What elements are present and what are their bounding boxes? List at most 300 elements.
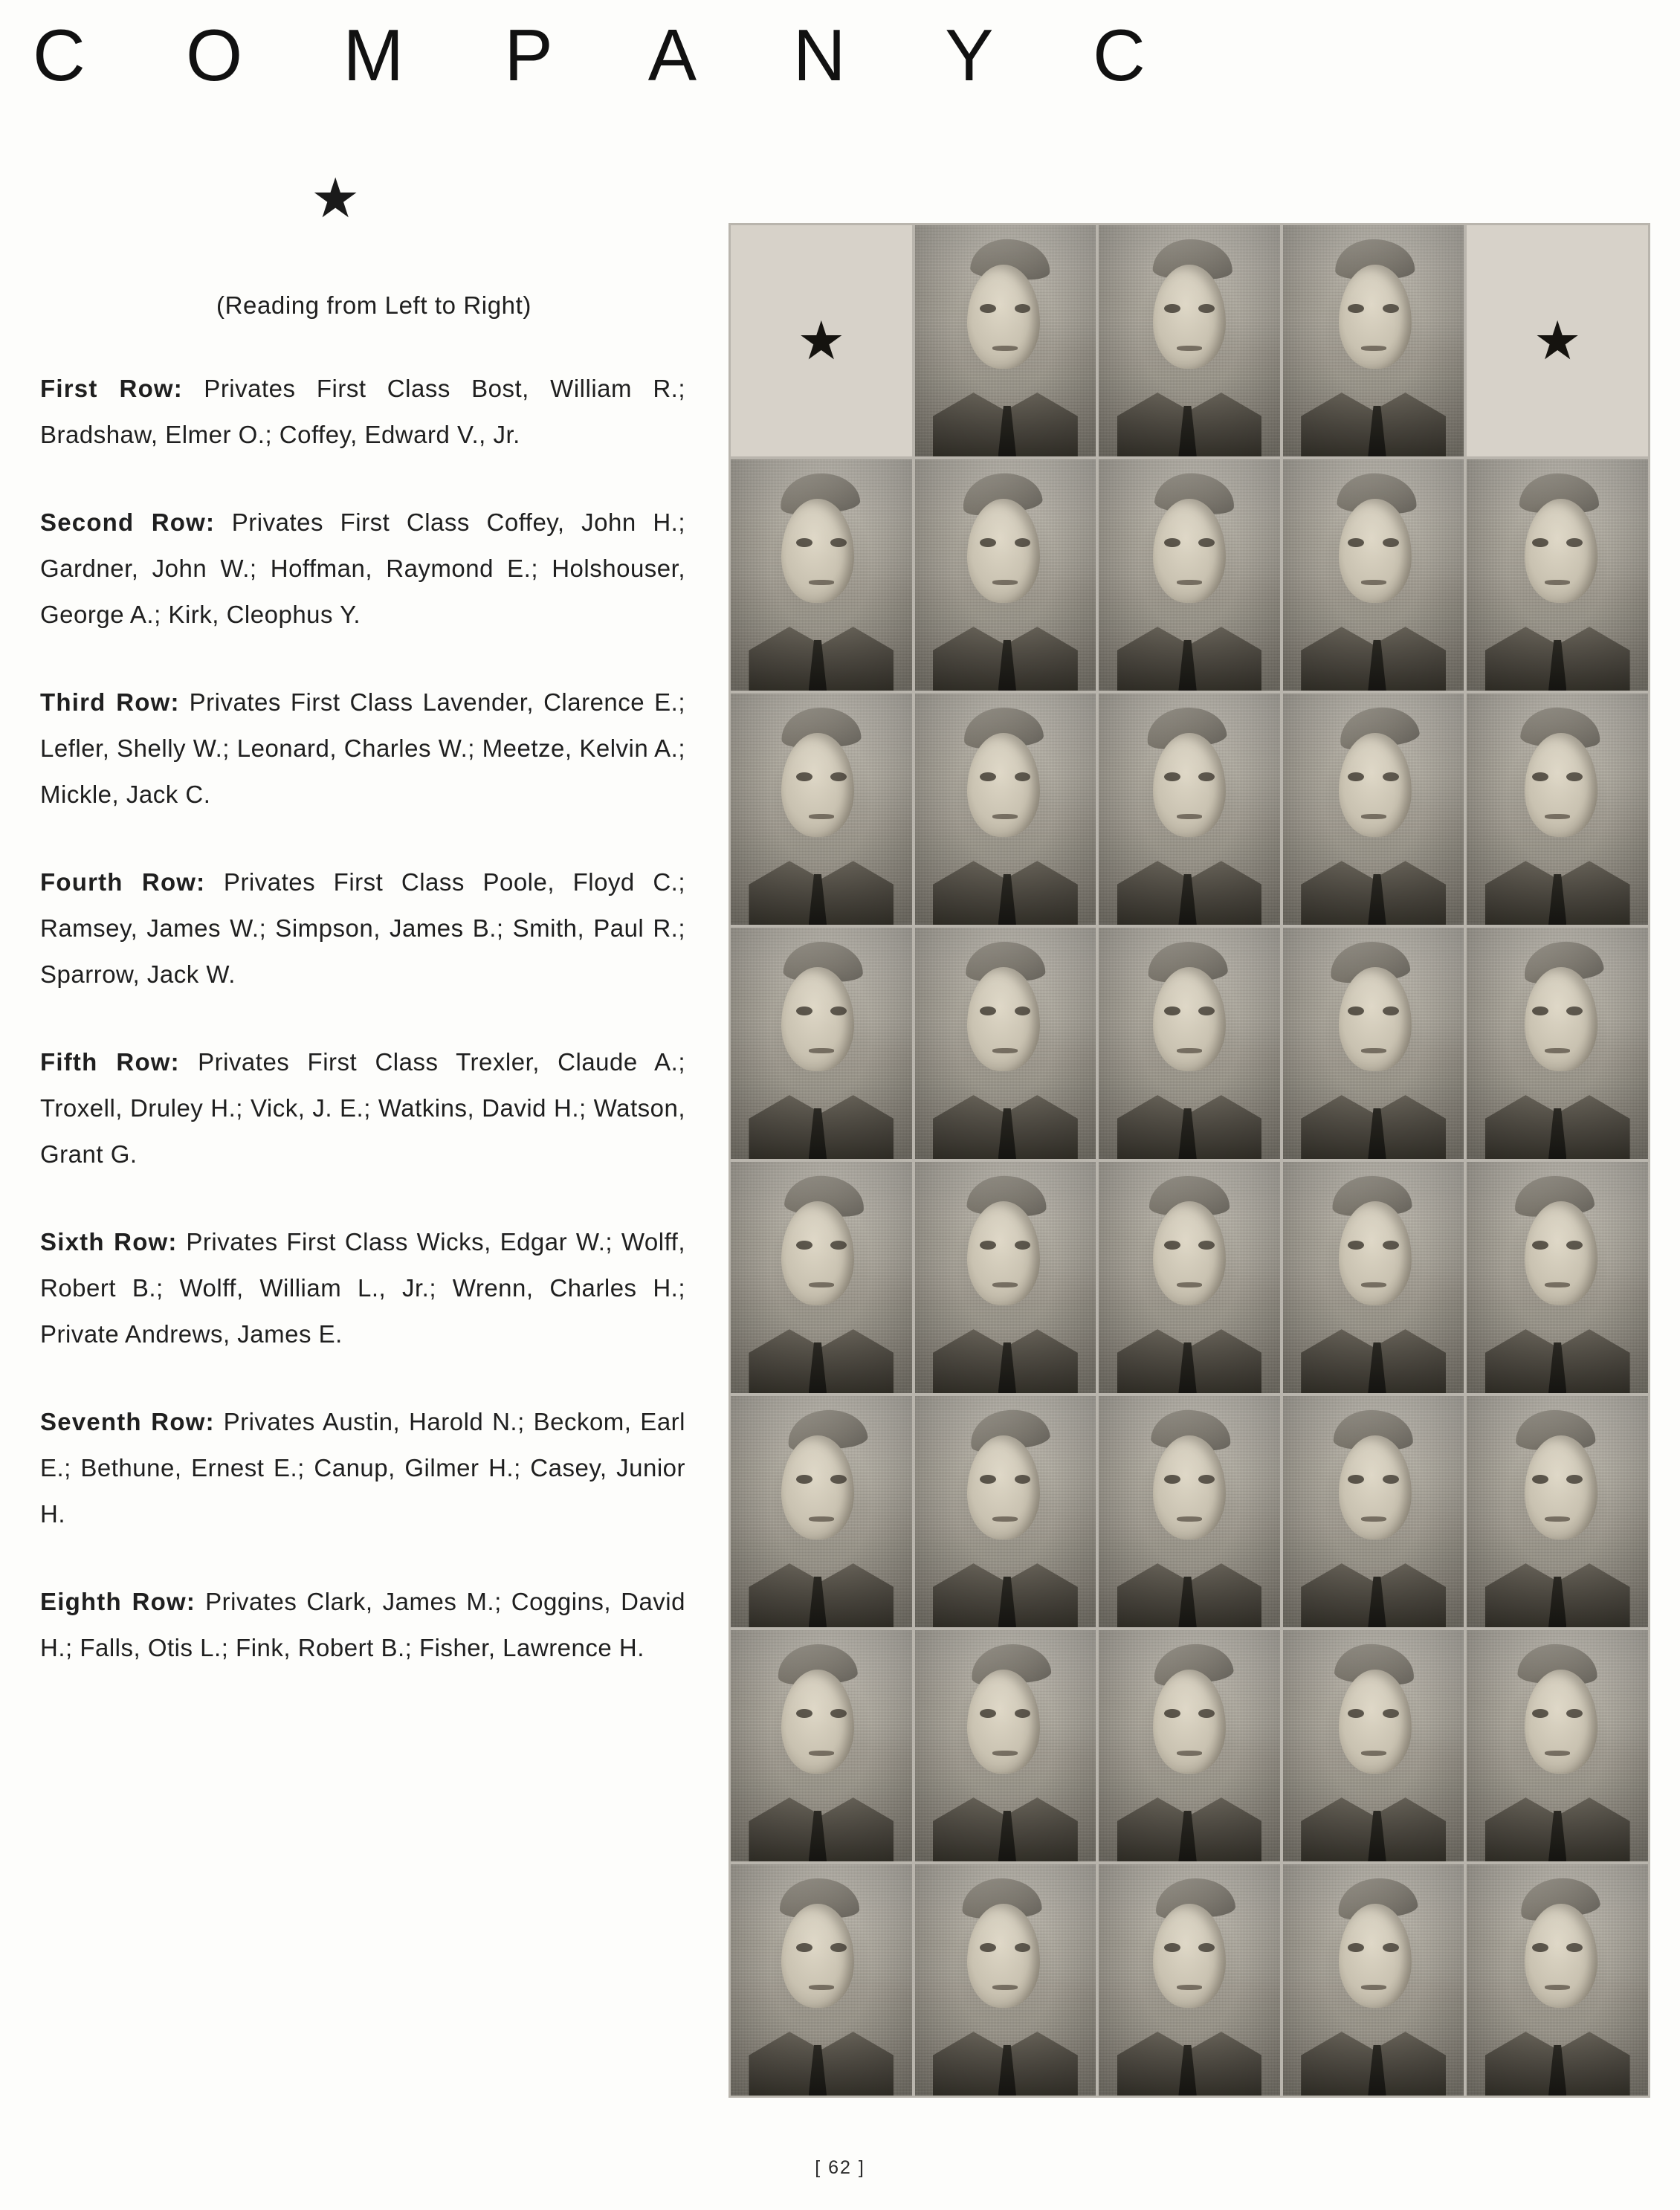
uniform-collar — [1117, 856, 1262, 925]
portrait-cell — [1283, 1396, 1464, 1627]
portrait-photo — [915, 225, 1096, 456]
eye-right — [1566, 1475, 1583, 1484]
portrait-photo — [1099, 928, 1280, 1159]
eye-left — [1532, 538, 1548, 547]
portrait-cell — [731, 1630, 912, 1861]
uniform-collar — [1117, 1324, 1262, 1393]
eye-right — [1566, 1241, 1583, 1250]
garrison-cap — [783, 941, 863, 982]
eye-right — [1566, 1709, 1583, 1718]
face — [1153, 265, 1225, 369]
roster-entry — [36, 859, 690, 998]
garrison-cap — [961, 1877, 1042, 1919]
face — [967, 1201, 1039, 1305]
portrait-photo — [731, 1162, 912, 1393]
face — [781, 499, 853, 603]
eye-right — [1383, 1241, 1399, 1250]
portrait-cell — [1283, 928, 1464, 1159]
face — [1339, 733, 1411, 837]
eye-left — [1532, 1709, 1548, 1718]
eye-right — [1015, 772, 1031, 781]
uniform-collar — [1485, 856, 1630, 925]
mouth — [809, 580, 834, 585]
roster-row-label: First Row: — [40, 375, 183, 402]
eye-right — [1015, 304, 1031, 313]
necktie — [1368, 406, 1386, 456]
uniform-collar — [1117, 2026, 1262, 2096]
garrison-cap — [778, 470, 861, 516]
portrait-cell — [1467, 1630, 1648, 1861]
roster-names: Privates Clark, James M.; Coggins, David H.; Falls, Otis L.; Fink, Robert B.; Fisher, Lawrence H. — [40, 1588, 685, 1661]
portrait-cell — [1283, 1630, 1464, 1861]
necktie — [1548, 1811, 1566, 1861]
portrait-photo — [1467, 1864, 1648, 2096]
eye-left — [1164, 1007, 1180, 1015]
face — [1339, 1435, 1411, 1539]
eye-right — [1566, 772, 1583, 781]
eye-right — [1383, 1475, 1399, 1484]
face — [1153, 1435, 1225, 1539]
eye-left — [980, 1709, 996, 1718]
garrison-cap — [1519, 474, 1599, 513]
eye-right — [1198, 1475, 1215, 1484]
garrison-cap — [1144, 703, 1227, 751]
face — [1339, 1904, 1411, 2008]
portrait-cell — [731, 694, 912, 925]
garrison-cap — [780, 1878, 859, 1918]
necktie — [1548, 1108, 1566, 1159]
necktie — [809, 1577, 827, 1627]
portrait-cell — [1283, 459, 1464, 691]
eye-left — [1164, 1709, 1180, 1718]
mouth — [1545, 1751, 1570, 1756]
uniform-collar — [749, 1558, 894, 1627]
necktie — [1368, 1343, 1386, 1393]
eye-left — [980, 1943, 996, 1952]
necktie — [1178, 406, 1196, 456]
mouth — [1361, 814, 1386, 819]
garrison-cap — [963, 705, 1045, 749]
face — [1153, 1904, 1225, 2008]
page-number: [ 62 ] — [815, 2157, 865, 2178]
face — [1339, 265, 1411, 369]
garrison-cap — [1335, 1874, 1418, 1922]
mouth — [1361, 1282, 1386, 1287]
necktie — [998, 2045, 1016, 2096]
eye-left — [1348, 1241, 1364, 1250]
face — [1153, 733, 1225, 837]
eye-left — [1348, 304, 1364, 313]
garrison-cap — [1154, 471, 1236, 515]
garrison-cap — [784, 1173, 866, 1218]
mouth — [992, 1282, 1018, 1287]
eye-right — [1015, 1241, 1031, 1250]
portrait-photo — [1099, 1396, 1280, 1627]
mouth — [992, 1985, 1018, 1990]
uniform-collar — [933, 387, 1078, 456]
garrison-cap — [1149, 1176, 1229, 1215]
portrait-cell — [1099, 1396, 1280, 1627]
uniform-collar — [933, 1324, 1078, 1393]
roster-entry — [36, 500, 690, 638]
garrison-cap — [1521, 937, 1605, 986]
portrait-cell — [1099, 1630, 1280, 1861]
roster-row-label: Fourth Row: — [40, 868, 206, 896]
portrait-photo — [915, 1162, 1096, 1393]
portrait-grid — [728, 223, 1650, 2098]
garrison-cap — [967, 1404, 1051, 1454]
portrait-photo — [1467, 928, 1648, 1159]
eye-right — [1198, 1007, 1215, 1015]
star-icon: ★ — [311, 167, 361, 229]
portrait-cell — [915, 1396, 1096, 1627]
face — [967, 1670, 1039, 1774]
portrait-cell — [1099, 694, 1280, 925]
face — [967, 967, 1039, 1071]
necktie — [1368, 1108, 1386, 1159]
uniform-collar — [749, 1090, 894, 1159]
uniform-collar — [1485, 621, 1630, 691]
necktie — [809, 1811, 827, 1861]
face — [967, 1435, 1039, 1539]
garrison-cap — [1513, 1173, 1595, 1218]
uniform-collar — [749, 2026, 894, 2096]
portrait-cell — [731, 1162, 912, 1393]
portrait-photo — [731, 694, 912, 925]
necktie — [1178, 640, 1196, 691]
necktie — [809, 874, 827, 925]
portrait-cell — [731, 1396, 912, 1627]
eye-left — [1532, 772, 1548, 781]
portrait-photo — [1099, 1630, 1280, 1861]
necktie — [1178, 874, 1196, 925]
mouth — [1361, 580, 1386, 585]
garrison-cap — [1520, 705, 1602, 749]
necktie — [809, 1108, 827, 1159]
portrait-photo — [731, 1630, 912, 1861]
eye-right — [1566, 1943, 1583, 1952]
uniform-collar — [749, 1324, 894, 1393]
portrait-cell — [731, 1864, 912, 2096]
eye-right — [1383, 1709, 1399, 1718]
portrait-photo — [1099, 694, 1280, 925]
uniform-collar — [933, 621, 1078, 691]
portrait-photo — [731, 1396, 912, 1627]
uniform-collar — [1485, 2026, 1630, 2096]
face — [967, 499, 1039, 603]
portrait-photo — [1283, 1864, 1464, 2096]
roster-row-label: Sixth Row: — [40, 1228, 178, 1256]
mouth — [992, 1516, 1018, 1522]
uniform-collar — [1117, 1558, 1262, 1627]
portrait-photo — [915, 928, 1096, 1159]
eye-right — [830, 1943, 847, 1952]
necktie — [998, 1811, 1016, 1861]
portrait-cell — [915, 225, 1096, 456]
necktie — [1548, 1343, 1566, 1393]
face — [1525, 733, 1597, 837]
portrait-cell — [1467, 459, 1648, 691]
portrait-photo — [1283, 928, 1464, 1159]
eye-right — [1383, 304, 1399, 313]
mouth — [1177, 1985, 1202, 1990]
mouth — [1177, 346, 1202, 351]
eye-left — [1164, 1241, 1180, 1250]
garrison-cap — [969, 1641, 1052, 1687]
uniform-collar — [749, 621, 894, 691]
eye-left — [1348, 1475, 1364, 1484]
necktie — [1178, 1108, 1196, 1159]
uniform-collar — [749, 1792, 894, 1861]
mouth — [992, 814, 1018, 819]
mouth — [992, 1751, 1018, 1756]
portrait-cell — [1467, 694, 1648, 925]
roster-row-label: Second Row: — [40, 508, 216, 536]
mouth — [1545, 814, 1570, 819]
face — [1525, 967, 1597, 1071]
eye-right — [830, 772, 847, 781]
garrison-cap — [785, 1406, 868, 1453]
eye-left — [796, 772, 812, 781]
portrait-cell — [1467, 1162, 1648, 1393]
portrait-photo — [1467, 1630, 1648, 1861]
mouth — [809, 1282, 834, 1287]
necktie — [1548, 1577, 1566, 1627]
garrison-cap — [970, 237, 1052, 280]
portrait-photo — [1467, 1162, 1648, 1393]
garrison-cap — [1328, 938, 1411, 984]
mouth — [1545, 1282, 1570, 1287]
eye-right — [830, 1709, 847, 1718]
face — [781, 1435, 853, 1539]
garrison-cap — [1516, 1409, 1596, 1450]
roster-names: Privates First Class Wicks, Edgar W.; Wolff, Robert B.; Wolff, William L., Jr.; Wrenn, Charles H.; Private Andrews, James E. — [40, 1228, 686, 1348]
necktie — [998, 640, 1016, 691]
uniform-collar — [749, 856, 894, 925]
eye-right — [1198, 1709, 1215, 1718]
uniform-collar — [933, 1792, 1078, 1861]
mouth — [1545, 1985, 1570, 1990]
garrison-cap — [960, 468, 1044, 517]
portrait-cell — [1099, 225, 1280, 456]
decorative-star-left-cell — [731, 225, 912, 456]
garrison-cap — [1517, 1643, 1598, 1685]
necktie — [1368, 874, 1386, 925]
star-icon: ★ — [797, 311, 846, 371]
uniform-collar — [1485, 1792, 1630, 1861]
eye-left — [796, 1709, 812, 1718]
uniform-collar — [1485, 1558, 1630, 1627]
face — [781, 1904, 853, 2008]
necktie — [1178, 1577, 1196, 1627]
eye-right — [830, 1241, 847, 1250]
roster-entry — [36, 366, 690, 458]
uniform-collar — [1117, 1792, 1262, 1861]
mouth — [1177, 1282, 1202, 1287]
eye-left — [796, 1241, 812, 1250]
eye-left — [980, 304, 996, 313]
portrait-cell — [915, 928, 1096, 1159]
portrait-photo — [1467, 694, 1648, 925]
eye-left — [980, 1241, 996, 1250]
mouth — [992, 580, 1018, 585]
eye-right — [1566, 1007, 1583, 1015]
uniform-collar — [1301, 387, 1446, 456]
eye-left — [796, 1475, 812, 1484]
face — [967, 733, 1039, 837]
uniform-collar — [1485, 1090, 1630, 1159]
roster-entry — [36, 1219, 690, 1357]
face — [1339, 1201, 1411, 1305]
roster-column — [36, 167, 690, 1713]
roster-names: Privates First Class Lavender, Clarence E.; Lefler, Shelly W.; Leonard, Charles W.; Meetze, Kelvin A.; Mickle, Jack C. — [40, 688, 685, 808]
garrison-cap — [1334, 1409, 1414, 1450]
necktie — [809, 640, 827, 691]
uniform-collar — [1117, 621, 1262, 691]
roster-names: Privates First Class Coffey, John H.; Gardner, John W.; Hoffman, Raymond E.; Holshouser, George A.; Kirk, Cleophus Y. — [40, 508, 685, 628]
uniform-collar — [933, 1090, 1078, 1159]
eye-right — [1198, 1241, 1215, 1250]
roster-entry — [36, 679, 690, 818]
portrait-photo — [1283, 1162, 1464, 1393]
page-title: C O M P A N Y C — [33, 14, 1186, 96]
roster-names: Privates First Class Poole, Floyd C.; Ramsey, James W.; Simpson, James B.; Smith, Paul R.; Sparrow, Jack W. — [40, 868, 685, 988]
mouth — [1545, 580, 1570, 585]
portrait-cell — [731, 459, 912, 691]
portrait-cell — [1467, 928, 1648, 1159]
mouth — [1361, 1048, 1386, 1053]
eye-left — [980, 1007, 996, 1015]
eye-left — [980, 772, 996, 781]
eye-left — [1164, 1475, 1180, 1484]
portrait-cell — [915, 1864, 1096, 2096]
mouth — [1361, 1751, 1386, 1756]
eye-left — [1532, 1943, 1548, 1952]
eye-left — [980, 538, 996, 547]
eye-right — [1015, 1709, 1031, 1718]
eye-right — [1566, 538, 1583, 547]
portrait-cell — [915, 1162, 1096, 1393]
eye-left — [796, 1007, 812, 1015]
portrait-cell — [1467, 1864, 1648, 2096]
portrait-photo — [915, 1396, 1096, 1627]
portrait-cell — [915, 694, 1096, 925]
mouth — [1361, 1516, 1386, 1522]
mouth — [992, 346, 1018, 351]
necktie — [1178, 2045, 1196, 2096]
portrait-photo — [1283, 694, 1464, 925]
portrait-photo — [915, 1630, 1096, 1861]
face — [1525, 1670, 1597, 1774]
eye-left — [796, 538, 812, 547]
necktie — [1178, 1343, 1196, 1393]
portrait-cell — [1467, 1396, 1648, 1627]
mouth — [1545, 1516, 1570, 1522]
portrait-photo — [1283, 1630, 1464, 1861]
roster-list — [36, 366, 690, 1671]
necktie — [809, 2045, 827, 2096]
face — [1153, 967, 1225, 1071]
eye-left — [1164, 1943, 1180, 1952]
eye-left — [980, 1475, 996, 1484]
necktie — [1178, 1811, 1196, 1861]
mouth — [1361, 1985, 1386, 1990]
garrison-cap — [966, 1175, 1047, 1217]
necktie — [998, 874, 1016, 925]
eye-left — [796, 1943, 812, 1952]
garrison-cap — [1337, 702, 1421, 752]
eye-right — [1015, 1475, 1031, 1484]
eye-right — [1015, 1943, 1031, 1952]
mouth — [809, 814, 834, 819]
uniform-collar — [1117, 387, 1262, 456]
garrison-cap — [1147, 940, 1229, 983]
garrison-cap — [777, 1642, 859, 1685]
portrait-cell — [915, 1630, 1096, 1861]
roster-entry — [36, 1579, 690, 1671]
face — [1525, 499, 1597, 603]
uniform-collar — [1301, 1792, 1446, 1861]
portrait-cell — [1099, 1162, 1280, 1393]
garrison-cap — [1151, 1408, 1232, 1451]
eye-left — [1532, 1475, 1548, 1484]
uniform-collar — [933, 1558, 1078, 1627]
necktie — [809, 1343, 827, 1393]
eye-left — [1348, 538, 1364, 547]
eye-left — [1532, 1007, 1548, 1015]
face — [781, 967, 853, 1071]
face — [781, 733, 853, 837]
portrait-photo — [1099, 225, 1280, 456]
face — [967, 265, 1039, 369]
face — [1525, 1904, 1597, 2008]
uniform-collar — [933, 2026, 1078, 2096]
necktie — [998, 1108, 1016, 1159]
portrait-photo — [1283, 1396, 1464, 1627]
mouth — [992, 1048, 1018, 1053]
portrait-photo — [915, 459, 1096, 691]
mouth — [809, 1048, 834, 1053]
face — [1339, 967, 1411, 1071]
uniform-collar — [1301, 1090, 1446, 1159]
necktie — [1548, 640, 1566, 691]
necktie — [998, 1343, 1016, 1393]
garrison-cap — [1335, 239, 1415, 280]
necktie — [1548, 2045, 1566, 2096]
mouth — [1177, 814, 1202, 819]
uniform-collar — [1301, 2026, 1446, 2096]
eye-left — [1348, 772, 1364, 781]
garrison-cap — [965, 941, 1045, 982]
eye-right — [1198, 1943, 1215, 1952]
roster-row-label: Eighth Row: — [40, 1588, 196, 1615]
eye-right — [1198, 304, 1215, 313]
portrait-cell — [1283, 694, 1464, 925]
eye-left — [1164, 772, 1180, 781]
roster-names: Privates Austin, Harold N.; Beckom, Earl E.; Bethune, Ernest E.; Canup, Gilmer H.; Casey, Junior H. — [40, 1408, 685, 1528]
face — [967, 1904, 1039, 2008]
eye-right — [1383, 538, 1399, 547]
face — [781, 1670, 853, 1774]
uniform-collar — [1301, 1558, 1446, 1627]
portrait-cell — [1099, 928, 1280, 1159]
face — [1153, 1201, 1225, 1305]
portrait-photo — [731, 928, 912, 1159]
face — [1525, 1435, 1597, 1539]
face — [1153, 1670, 1225, 1774]
necktie — [1368, 1577, 1386, 1627]
mouth — [1177, 1048, 1202, 1053]
